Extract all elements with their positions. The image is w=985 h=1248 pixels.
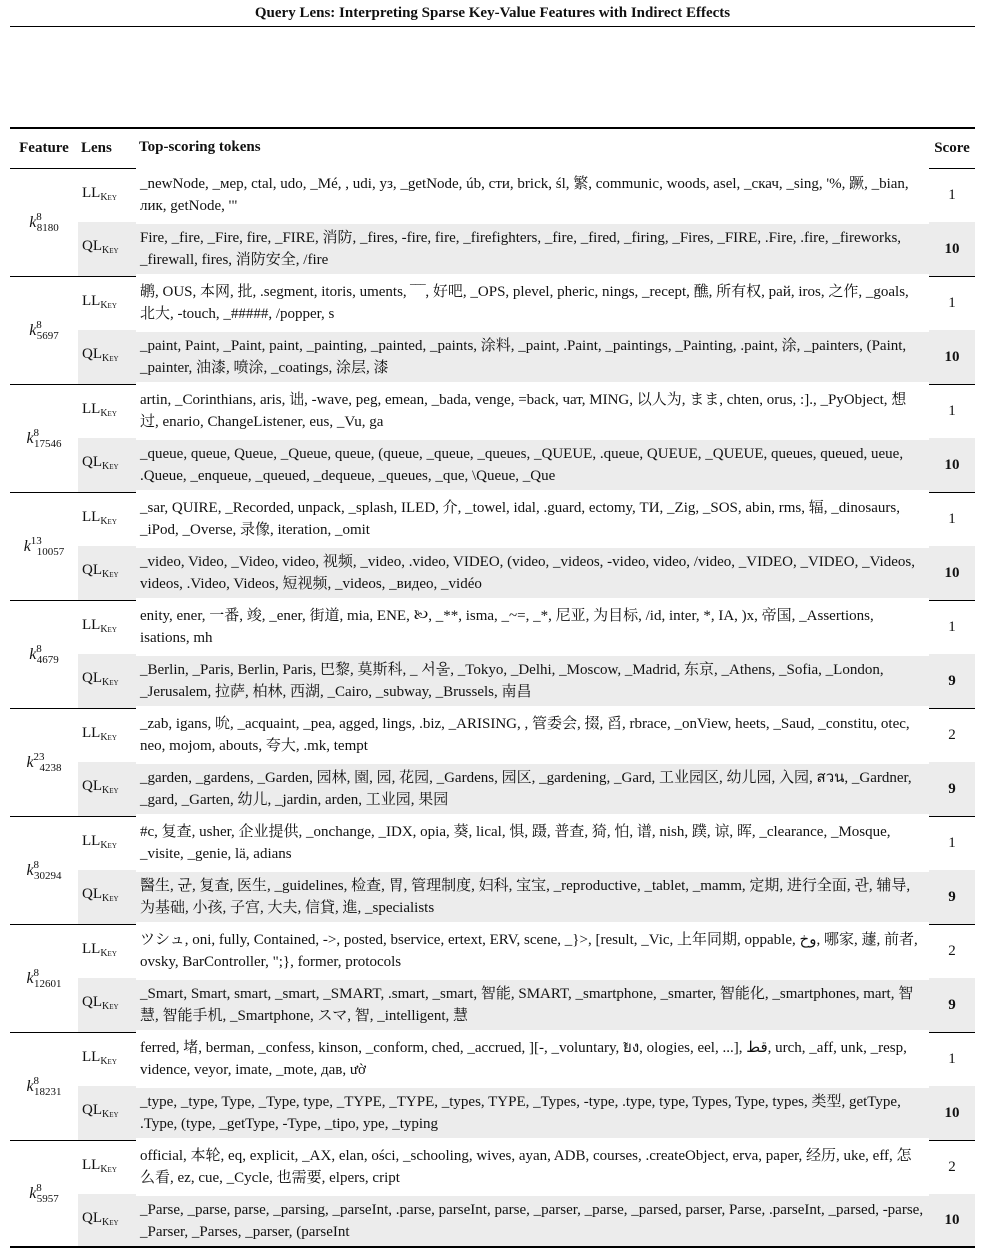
table-row-ll bbox=[10, 168, 975, 222]
score-ql: 10 bbox=[929, 1086, 975, 1140]
tokens-ll: _sar, QUIRE, _Recorded, unpack, _splash, ILED, 介, _towel, idal, .guard, ectomy, ТИ, _Zig, _SOS, abin, rms, 辐, _dinosaurs, _iPod, _Overse, 录像, iteration, _omit bbox=[136, 492, 929, 546]
lens-subscript: Key bbox=[100, 407, 117, 419]
tokens-ql: _queue, queue, Queue, _Queue, queue, (queue, _queue, _queues, _QUEUE, .queue, QUEUE, _QUEUE, queues, queued, ueue, .Queue, _enqueue, _queued, _dequeue, _queues, _que, \Queue, _Que bbox=[136, 438, 929, 492]
feature-base: k bbox=[29, 1184, 37, 1202]
lens-subscript: Key bbox=[102, 353, 119, 365]
lens-name: LL bbox=[82, 508, 101, 525]
table-row-ql bbox=[10, 1086, 975, 1140]
lens-subscript: Key bbox=[102, 1109, 119, 1121]
feature-base: k bbox=[26, 1077, 34, 1095]
lens-name: QL bbox=[82, 562, 102, 579]
lens-name: QL bbox=[82, 346, 102, 363]
lens-subscript: Key bbox=[102, 785, 119, 797]
lens-label-ll bbox=[78, 384, 136, 438]
lens-subscript: Key bbox=[100, 299, 117, 311]
score-ql: 9 bbox=[929, 654, 975, 708]
tokens-ll: official, 本轮, eq, explicit, _AX, elan, ości, _schooling, wives, ayan, ADB, courses, .createObject, erva, paper, 经历, uke, eff, 怎么看, ez, cue, _Cycle, 也需要, elpers, cript bbox=[136, 1140, 929, 1194]
lens-name: LL bbox=[82, 1048, 101, 1065]
feature-id bbox=[10, 384, 78, 492]
lens-name: QL bbox=[82, 670, 102, 687]
lens-label-ll bbox=[78, 600, 136, 654]
table-row-ql bbox=[10, 546, 975, 600]
tokens-ql: _garden, _gardens, _Garden, 园林, 園, 园, 花园, _Gardens, 园区, _gardening, _Gard, 工业园区, 幼儿园, 入园, สวน, _Gardner, _gard, _Garten, 幼儿, _jardin, arden, 工业园, 果园 bbox=[136, 762, 929, 816]
table-row-ql bbox=[10, 330, 975, 384]
tokens-ql: _Berlin, _Paris, Berlin, Paris, 巴黎, 莫斯科, _ 서울, _Tokyo, _Delhi, _Moscow, _Madrid, 东京, _Athens, _Sofia, _London, _Jerusalem, 拉萨, 柏林, 西湖, _Cairo, _subway, _Brussels, 南昌 bbox=[136, 654, 929, 708]
tokens-ql: _Smart, Smart, smart, _smart, _SMART, .smart, _smart, 智能, SMART, _smartphone, _smarter, 智能化, _smartphones, mart, 智慧, 智能手机, _Smartphone, スマ, 智, _intelligent, 慧 bbox=[136, 978, 929, 1032]
feature-base: k bbox=[26, 861, 34, 879]
lens-subscript: Key bbox=[102, 245, 119, 257]
feature-layer: 8 bbox=[36, 1181, 42, 1194]
paper-title: Query Lens: Interpreting Sparse Key-Value Features with Indirect Effects bbox=[254, 5, 731, 21]
score-ll: 1 bbox=[948, 511, 956, 528]
lens-name: LL bbox=[82, 832, 101, 849]
lens-name: QL bbox=[82, 994, 102, 1011]
col-feature: Feature bbox=[19, 139, 69, 156]
feature-base: k bbox=[29, 645, 37, 663]
lens-label-ql bbox=[78, 438, 136, 492]
lens-name: QL bbox=[82, 1102, 102, 1119]
lens-name: LL bbox=[82, 940, 101, 957]
lens-name: QL bbox=[82, 886, 102, 903]
lens-label-ll bbox=[78, 924, 136, 978]
tokens-ll: artin, _Corinthians, aris, 诎, -wave, peg, emean, _bada, venge, =back, чат, MING, 以人为, まま, chten, orus, :]., _PyObject, 想过, enario, ChangeListener, eus, _Vu, ga bbox=[136, 384, 929, 438]
tokens-ll: _zab, igans, 吮, _acquaint, _pea, agged, lings, .biz, _ARISING, , 管委会, 掇, 舀, rbrace, _onView, heets, _Saud, _constitu, otec, neo, mojom, abouts, 夸大, .mk, tempt bbox=[136, 708, 929, 762]
lens-subscript: Key bbox=[102, 677, 119, 689]
feature-layer: 8 bbox=[33, 966, 40, 979]
score-ll: 1 bbox=[948, 295, 956, 312]
tokens-ql: _paint, Paint, _Paint, paint, _painting, _painted, _paints, 涂料, _paint, .Paint, _paintings, _Painting, .paint, 涂, _painters, (Paint, _painter, 油漆, 喷涂, _coatings, 涂层, 漆 bbox=[136, 330, 929, 384]
feature-base: k bbox=[26, 429, 34, 447]
score-ql: 10 bbox=[929, 546, 975, 600]
lens-label-ll bbox=[78, 168, 136, 222]
lens-subscript: Key bbox=[100, 623, 117, 635]
lens-label-ll bbox=[78, 816, 136, 870]
col-tokens: Top-scoring tokens bbox=[139, 139, 261, 155]
lens-label-ql bbox=[78, 654, 136, 708]
table-body bbox=[10, 168, 975, 1247]
score-ll: 1 bbox=[948, 187, 956, 204]
table-row-ll bbox=[10, 492, 975, 546]
features-table bbox=[10, 127, 975, 1248]
lens-label-ll bbox=[78, 1032, 136, 1086]
score-ll: 1 bbox=[948, 403, 956, 420]
feature-id bbox=[10, 492, 78, 600]
lens-name: QL bbox=[82, 238, 102, 255]
lens-label-ql bbox=[78, 870, 136, 924]
score-ql: 10 bbox=[929, 438, 975, 492]
lens-label-ql bbox=[78, 1194, 136, 1247]
score-ll: 1 bbox=[948, 619, 956, 636]
table-row-ll bbox=[10, 276, 975, 330]
feature-layer: 8 bbox=[36, 210, 42, 223]
score-ll: 2 bbox=[948, 943, 956, 960]
lens-name: LL bbox=[82, 400, 101, 417]
feature-index: 4679 bbox=[36, 653, 59, 666]
score-ql: 9 bbox=[929, 978, 975, 1032]
tokens-ll: ツシュ, oni, fully, Contained, ->, posted, bservice, ertext, ERV, scene, _}>, [result, _Vic, 上年同期, oppable, وخ, 哪家, 蘧, 前者, ovsky, BarController, ";}, former, protocols bbox=[136, 924, 929, 978]
lens-name: QL bbox=[82, 1209, 102, 1226]
feature-index: 10057 bbox=[36, 545, 65, 558]
lens-subscript: Key bbox=[100, 839, 117, 851]
lens-label-ll bbox=[78, 492, 136, 546]
feature-index: 17546 bbox=[34, 437, 62, 450]
lens-label-ql bbox=[78, 330, 136, 384]
table-row-ql bbox=[10, 438, 975, 492]
lens-subscript: Key bbox=[102, 893, 119, 905]
lens-label-ql bbox=[78, 1086, 136, 1140]
lens-subscript: Key bbox=[100, 1055, 117, 1067]
score-ll: 1 bbox=[948, 1051, 956, 1068]
tokens-ll: ferred, 堵, berman, _confess, kinson, _conform, ched, _accrued, ][-, _voluntary, ̃ยง, ologies, eel, ...], قط, urch, _aff, unk, _resp, vidence, veyor, imate, _mote, дав, ườ bbox=[136, 1032, 929, 1086]
feature-id bbox=[10, 708, 78, 816]
running-header bbox=[10, 0, 975, 27]
lens-subscript: Key bbox=[100, 731, 117, 743]
feature-id bbox=[10, 600, 78, 708]
lens-label-ql bbox=[78, 546, 136, 600]
lens-subscript: Key bbox=[100, 1163, 117, 1175]
lens-subscript: Key bbox=[100, 515, 117, 527]
lens-subscript: Key bbox=[102, 1216, 119, 1228]
table-row-ll bbox=[10, 816, 975, 870]
feature-id bbox=[10, 1032, 78, 1140]
table-row-ql bbox=[10, 762, 975, 816]
tokens-ql: _Parse, _parse, parse, _parsing, _parseInt, .parse, parseInt, parse, _parser, _parse, _parsed, parser, Parse, .parseInt, _parsed, -parse, _Parser, _Parses, _parser, (parseInt bbox=[136, 1194, 929, 1247]
lens-subscript: Key bbox=[102, 1001, 119, 1013]
tokens-ql: _type, _type, Type, _Type, type, _TYPE, _TYPE, _types, TYPE, _Types, -type, .type, type, Types, Type, types, 类型, getType, .Type, (type, _getType, -Type, _tipo, ype, _typing bbox=[136, 1086, 929, 1140]
feature-layer: 8 bbox=[33, 426, 40, 439]
score-ql: 10 bbox=[929, 1194, 975, 1247]
feature-base: k bbox=[26, 753, 34, 771]
col-lens: Lens bbox=[81, 139, 112, 156]
table-row-ll bbox=[10, 1032, 975, 1086]
tokens-ll: enity, ener, 一番, 竣, _ener, 街道, mia, ENE, 🙠, _**, isma, _~=, _*, 尼亚, 为目标, /id, inter, *, IA, )x, 帝国, _Assertions, isations, mh bbox=[136, 600, 929, 654]
feature-id bbox=[10, 924, 78, 1032]
table-header-row bbox=[10, 128, 975, 168]
feature-layer: 8 bbox=[33, 1074, 40, 1087]
lens-subscript: Key bbox=[102, 569, 119, 581]
lens-name: QL bbox=[82, 778, 102, 795]
lens-label-ql bbox=[78, 978, 136, 1032]
table-row-ql bbox=[10, 654, 975, 708]
feature-layer: 8 bbox=[36, 318, 42, 331]
lens-subscript: Key bbox=[100, 191, 117, 203]
score-ql: 10 bbox=[929, 330, 975, 384]
feature-index: 30294 bbox=[34, 869, 62, 882]
feature-base: k bbox=[23, 537, 31, 555]
lens-subscript: Key bbox=[100, 947, 117, 959]
tokens-ql: _video, Video, _Video, video, 视频, _video, .video, VIDEO, (video, _videos, -video, video, /video, _VIDEO, _VIDEO, _Videos, videos, .Video, Videos, 短视频, _videos, _видео, _vidéo bbox=[136, 546, 929, 600]
lens-label-ll bbox=[78, 1140, 136, 1194]
lens-label-ql bbox=[78, 222, 136, 276]
tokens-ql: Fire, _fire, _Fire, fire, _FIRE, 消防, _fires, -fire, fire, _firefighters, _fire, _fired, _firing, _Fires, _FIRE, .Fire, .fire, _fireworks, _firewall, fires, 消防安全, /fire bbox=[136, 222, 929, 276]
score-ql: 9 bbox=[929, 870, 975, 924]
table-row-ql bbox=[10, 1194, 975, 1247]
table-row-ql bbox=[10, 870, 975, 924]
tokens-ll: #c, 复查, usher, 企业提供, _onchange, _IDX, opia, 葵, lical, 惧, 蹑, 普查, 猗, 怕, 谱, nish, 蹼, 谅, 晖, _clearance, _Mosque, _visite, _genie, lä, adians bbox=[136, 816, 929, 870]
feature-id bbox=[10, 168, 78, 276]
lens-label-ql bbox=[78, 762, 136, 816]
lens-name: LL bbox=[82, 184, 101, 201]
tokens-ql: 醫生, 균, 复查, 医生, _guidelines, 检查, 胃, 管理制度, 妇科, 宝宝, _reproductive, _tablet, _mamm, 定期, 进行全面, 관, 辅导, 为基础, 小孩, 子宫, 大夫, 信貸, 進, _specialists bbox=[136, 870, 929, 924]
score-ll: 1 bbox=[948, 835, 956, 852]
feature-layer: 23 bbox=[33, 750, 45, 763]
col-score: Score bbox=[934, 139, 970, 156]
lens-label-ll bbox=[78, 276, 136, 330]
tokens-ll: _newNode, _мер, ctal, udo, _Mé, , udi, уз, _getNode, úb, сти, brick, śl, 繁, communic, woods, asel, _скач, _sing, '%, 蹶, _bian, лик, getNode, '" bbox=[136, 168, 929, 222]
table-row-ll bbox=[10, 708, 975, 762]
feature-index: 4238 bbox=[39, 761, 62, 774]
feature-base: k bbox=[26, 969, 34, 987]
feature-layer: 8 bbox=[33, 858, 40, 871]
score-ll: 2 bbox=[948, 727, 956, 744]
feature-index: 5697 bbox=[36, 329, 59, 342]
feature-id bbox=[10, 1140, 78, 1247]
table-row-ll bbox=[10, 924, 975, 978]
feature-index: 8180 bbox=[36, 221, 59, 234]
feature-base: k bbox=[29, 213, 37, 231]
feature-layer: 8 bbox=[36, 642, 42, 655]
lens-label-ll bbox=[78, 708, 136, 762]
feature-layer: 13 bbox=[30, 534, 42, 547]
table-row-ll bbox=[10, 1140, 975, 1194]
table-row-ql bbox=[10, 978, 975, 1032]
table-row-ll bbox=[10, 384, 975, 438]
feature-base: k bbox=[29, 321, 37, 339]
feature-id bbox=[10, 276, 78, 384]
table-row-ql bbox=[10, 222, 975, 276]
lens-name: LL bbox=[82, 724, 101, 741]
feature-index: 18231 bbox=[34, 1085, 62, 1098]
table-row-ll bbox=[10, 600, 975, 654]
score-ql: 9 bbox=[929, 762, 975, 816]
score-ll: 2 bbox=[948, 1159, 956, 1176]
lens-name: LL bbox=[82, 1156, 101, 1173]
feature-index: 12601 bbox=[34, 977, 62, 990]
tokens-ll: 鹕, OUS, 本网, 批, .segment, itoris, uments, ‾‾‾, 好吧, _OPS, plevel, pheric, nings, _recept, 醮, 所有权, рай, iros, 之作, _goals, 北大, -touch, _#####, /popper, s bbox=[136, 276, 929, 330]
lens-name: LL bbox=[82, 292, 101, 309]
lens-name: QL bbox=[82, 454, 102, 471]
feature-index: 5957 bbox=[36, 1192, 59, 1205]
feature-id bbox=[10, 816, 78, 924]
lens-subscript: Key bbox=[102, 461, 119, 473]
lens-name: LL bbox=[82, 616, 101, 633]
score-ql: 10 bbox=[929, 222, 975, 276]
